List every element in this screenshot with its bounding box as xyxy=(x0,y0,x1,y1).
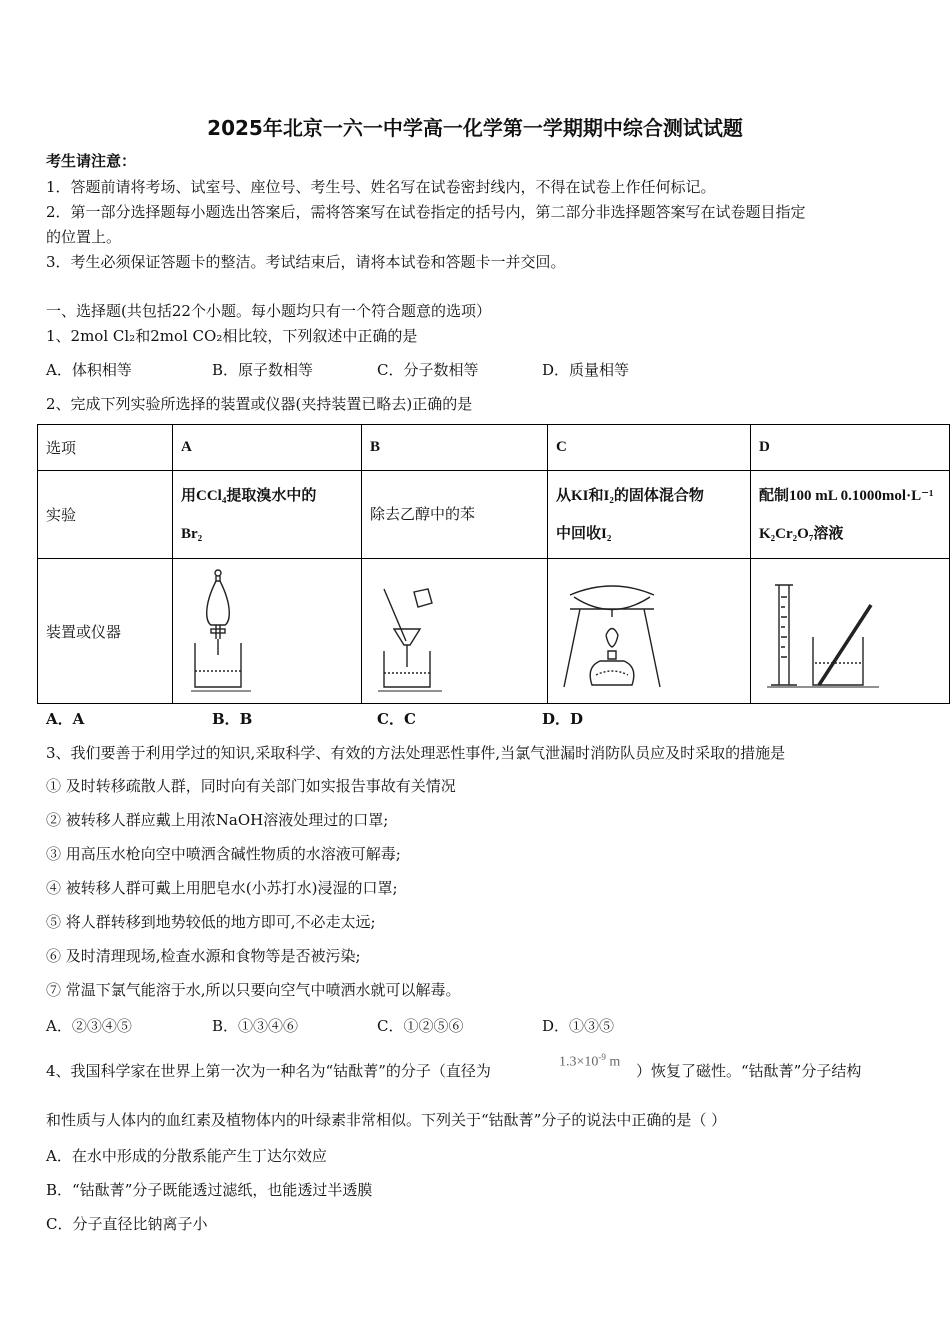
table-header-b: B xyxy=(362,425,548,471)
table-header-d: D xyxy=(751,425,950,471)
table-header-a: A xyxy=(173,425,362,471)
experiment-b: 除去乙醇中的苯 xyxy=(362,471,548,559)
q3-item-5: ⑤ 将人群转移到地势较低的地方即可,不必走太远; xyxy=(46,913,376,931)
notice-item-2: 2．第一部分选择题每小题选出答案后，需将答案写在试卷指定的括号内，第二部分非选择题答案写在试卷题目指定 xyxy=(46,203,806,221)
q2-table xyxy=(37,424,950,704)
q3-option-c[interactable]: C．①②⑤⑥ xyxy=(377,1017,464,1035)
experiment-c-line2: 中回收I₂ xyxy=(556,525,612,542)
q4-diameter-base: 1.3×10 xyxy=(559,1054,599,1070)
notice-heading: 考生请注意： xyxy=(46,152,137,170)
q2-option-a[interactable]: A．A xyxy=(46,710,85,728)
q2-option-d[interactable]: D．D xyxy=(542,710,584,728)
filtration-setup-icon xyxy=(370,567,450,692)
experiment-d xyxy=(751,471,950,559)
apparatus-a xyxy=(173,559,362,704)
q2-option-c[interactable]: C．C xyxy=(377,710,416,728)
q4-diameter-unit: m xyxy=(605,1054,621,1070)
table-header-option: 选项 xyxy=(38,425,173,471)
graduated-cylinder-beaker-icon xyxy=(759,567,889,692)
experiment-c xyxy=(548,471,751,559)
q4-stem-part1: 4、我国科学家在世界上第一次为一种名为“钴酞菁”的分子（直径为 xyxy=(46,1062,491,1080)
experiment-a-line2: Br₂ xyxy=(181,525,203,542)
table-header-c: C xyxy=(548,425,751,471)
notice-item-1: 1．答题前请将考场、试室号、座位号、考生号、姓名写在试卷密封线内，不得在试卷上作任何标记。 xyxy=(46,178,716,196)
row-label-experiment: 实验 xyxy=(38,471,173,559)
q1-option-b[interactable]: B．原子数相等 xyxy=(212,361,314,379)
page-title: 2025年北京一六一中学高一化学第一学期期中综合测试试题 xyxy=(207,116,743,140)
q4-diameter-exponent: -9 xyxy=(598,1052,606,1062)
experiment-a xyxy=(173,471,362,559)
apparatus-b xyxy=(362,559,548,704)
q4-option-c[interactable]: C．分子直径比钠离子小 xyxy=(46,1215,208,1233)
separatory-funnel-icon xyxy=(181,567,261,692)
q3-item-3: ③ 用高压水枪向空中喷洒含碱性物质的水溶液可解毒; xyxy=(46,845,401,863)
q3-stem: 3、我们要善于利用学过的知识,采取科学、有效的方法处理恶性事件,当氯气泄漏时消防队员应及时采取的措施是 xyxy=(46,744,786,762)
q4-diameter-formula xyxy=(559,1052,620,1071)
q4-stem-line2: 和性质与人体内的血红素及植物体内的叶绿素非常相似。下列关于“钴酞菁”分子的说法中正确的是（ ） xyxy=(46,1111,727,1129)
section-heading: 一、选择题(共包括22个小题。每小题均只有一个符合题意的选项） xyxy=(46,302,491,320)
q4-option-a[interactable]: A．在水中形成的分散系能产生丁达尔效应 xyxy=(46,1147,327,1165)
q4-stem-part2: ）恢复了磁性。“钴酞菁”分子结构 xyxy=(636,1062,862,1080)
apparatus-c xyxy=(548,559,751,704)
q3-item-4: ④ 被转移人群可戴上用肥皂水(小苏打水)浸湿的口罩; xyxy=(46,879,398,897)
row-label-apparatus: 装置或仪器 xyxy=(38,559,173,704)
q2-option-b[interactable]: B．B xyxy=(212,710,253,728)
q1-option-a[interactable]: A．体积相等 xyxy=(46,361,132,379)
q2-stem: 2、完成下列实验所选择的装置或仪器(夹持装置已略去)正确的是 xyxy=(46,395,473,413)
q3-option-d[interactable]: D．①③⑤ xyxy=(542,1017,615,1035)
notice-item-2-cont: 的位置上。 xyxy=(46,228,122,246)
q1-option-c[interactable]: C．分子数相等 xyxy=(377,361,479,379)
q3-item-7: ⑦ 常温下氯气能溶于水,所以只要向空气中喷洒水就可以解毒。 xyxy=(46,981,461,999)
q3-item-2: ② 被转移人群应戴上用浓NaOH溶液处理过的口罩; xyxy=(46,811,389,829)
apparatus-d xyxy=(751,559,950,704)
q3-option-a[interactable]: A．②③④⑤ xyxy=(46,1017,132,1035)
experiment-d-line2: K₂Cr₂O₇溶液 xyxy=(759,525,844,542)
notice-item-3: 3．考生必须保证答题卡的整洁。考试结束后，请将本试卷和答题卡一并交回。 xyxy=(46,253,566,271)
experiment-c-line1: 从KI和I₂的固体混合物 xyxy=(556,487,704,504)
q1-option-d[interactable]: D．质量相等 xyxy=(542,361,630,379)
experiment-a-line1: 用CCl₄提取溴水中的 xyxy=(181,487,317,504)
q1-stem: 1、2mol Cl₂和2mol CO₂相比较，下列叙述中正确的是 xyxy=(46,327,418,345)
evaporating-dish-burner-icon xyxy=(556,567,666,692)
q3-option-b[interactable]: B．①③④⑥ xyxy=(212,1017,299,1035)
q3-item-6: ⑥ 及时清理现场,检查水源和食物等是否被污染; xyxy=(46,947,361,965)
q4-option-b[interactable]: B．“钴酞菁”分子既能透过滤纸，也能透过半透膜 xyxy=(46,1181,373,1199)
experiment-d-line1: 配制100 mL 0.1000mol·L⁻¹ xyxy=(759,487,934,504)
q3-item-1: ① 及时转移疏散人群，同时向有关部门如实报告事故有关情况 xyxy=(46,777,456,795)
